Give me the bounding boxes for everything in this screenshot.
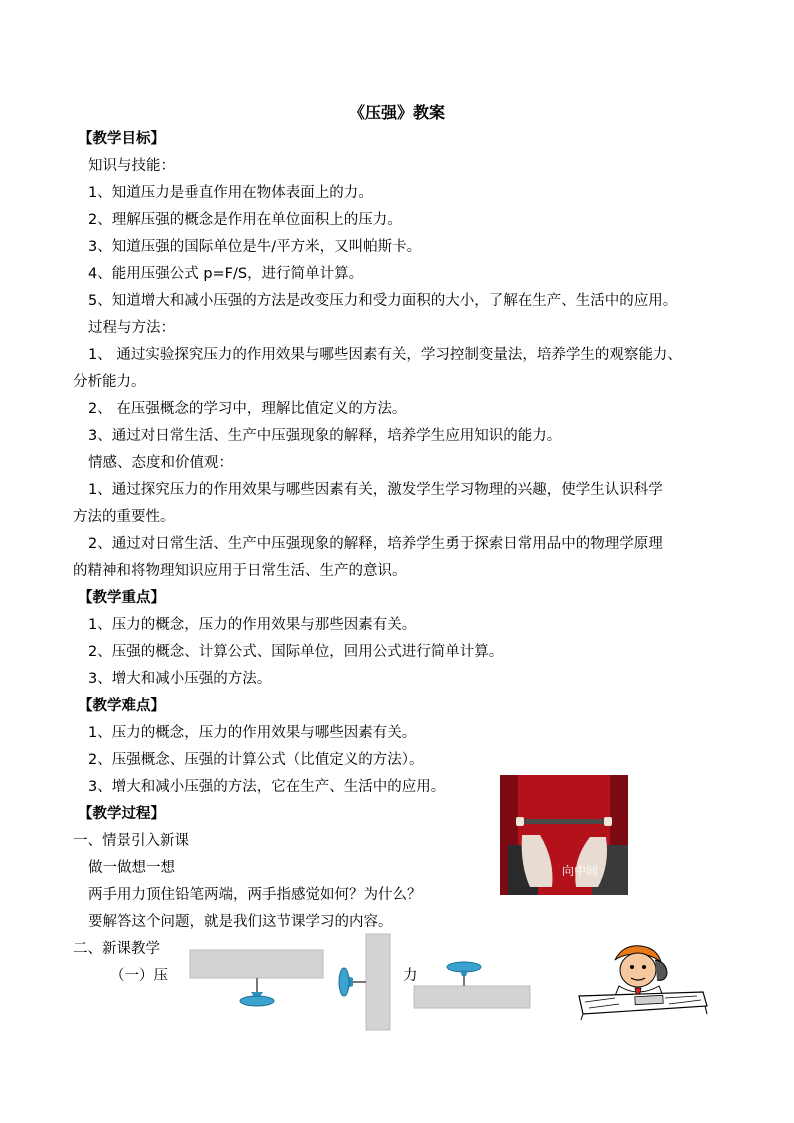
pushpin-standing-icon [447, 962, 481, 986]
difficult-point-item: 3、增大和减小压强的方法，它在生产、生活中的应用。 [88, 779, 446, 795]
board-bottom-right [414, 986, 530, 1008]
section-new-lesson: 二、新课教学 [73, 941, 160, 957]
subsection-pressure-part2: 力 [403, 968, 418, 984]
heading-key-points: 【教学重点】 [78, 590, 165, 606]
heading-teaching-process: 【教学过程】 [78, 806, 165, 822]
goal-item: 4、能用压强公式 p=F/S，进行简单计算。 [88, 266, 364, 282]
process-item-continued: 分析能力。 [73, 374, 146, 390]
pressure-diagram [185, 930, 540, 1035]
board-top-left [190, 950, 323, 978]
difficult-point-item: 2、压强概念、压强的计算公式（比值定义的方法）。 [88, 752, 424, 768]
process-item: 3、通过对日常生活、生产中压强现象的解释，培养学生应用知识的能力。 [88, 428, 562, 444]
subsection-pressure-part1: （一）压 [110, 968, 168, 984]
pushpin-hanging-icon [240, 978, 274, 1006]
difficult-point-item: 1、压力的概念，压力的作用效果与哪些因素有关。 [88, 725, 417, 741]
activity-question: 两手用力顶住铅笔两端，两手指感觉如何？为什么？ [88, 887, 422, 903]
pushpin-wall-icon [339, 968, 366, 996]
subheading-knowledge: 知识与技能： [88, 158, 175, 174]
attitude-item: 1、通过探究压力的作用效果与哪些因素有关，激发学生学习物理的兴趣，使学生认识科学 [88, 482, 663, 498]
key-point-item: 2、压强的概念、计算公式、国际单位，回用公式进行简单计算。 [88, 644, 504, 660]
activity-note: 要解答这个问题，就是我们这节课学习的内容。 [88, 914, 393, 930]
subheading-process: 过程与方法： [88, 320, 175, 336]
goal-item: 2、理解压强的概念是作用在单位面积上的压力。 [88, 212, 402, 228]
goal-item: 3、知道压强的国际单位是牛/平方米，又叫帕斯卡。 [88, 239, 422, 255]
goal-item: 5、知道增大和减小压强的方法是改变压力和受力面积的大小，了解在生产、生活中的应用。 [88, 293, 678, 309]
subheading-attitude: 情感、态度和价值观： [88, 455, 233, 471]
pencil-press-photo [500, 775, 628, 895]
activity-title: 做一做想一想 [88, 860, 175, 876]
process-item: 2、 在压强概念的学习中，理解比值定义的方法。 [88, 401, 407, 417]
photo-caption: 向中间 [562, 864, 599, 878]
key-point-item: 3、增大和减小压强的方法。 [88, 671, 272, 687]
attitude-item: 2、通过对日常生活、生产中压强现象的解释，培养学生勇于探索日常用品中的物理学原理 [88, 536, 663, 552]
section-intro: 一、情景引入新课 [73, 833, 189, 849]
heading-teaching-goals: 【教学目标】 [78, 131, 165, 147]
key-point-item: 1、压力的概念，压力的作用效果与那些因素有关。 [88, 617, 417, 633]
goal-item: 1、知道压力是垂直作用在物体表面上的力。 [88, 185, 373, 201]
attitude-item-continued: 的精神和将物理知识应用于日常生活、生产的意识。 [73, 563, 407, 579]
process-item: 1、 通过实验探究压力的作用效果与哪些因素有关，学习控制变量法，培养学生的观察能力、 [88, 347, 682, 363]
person-phone-clipart [575, 940, 710, 1020]
attitude-item-continued: 方法的重要性。 [73, 509, 175, 525]
document-title: 《压强》教案 [348, 103, 445, 122]
wall-board [366, 934, 390, 1030]
heading-difficult-points: 【教学难点】 [78, 698, 165, 714]
